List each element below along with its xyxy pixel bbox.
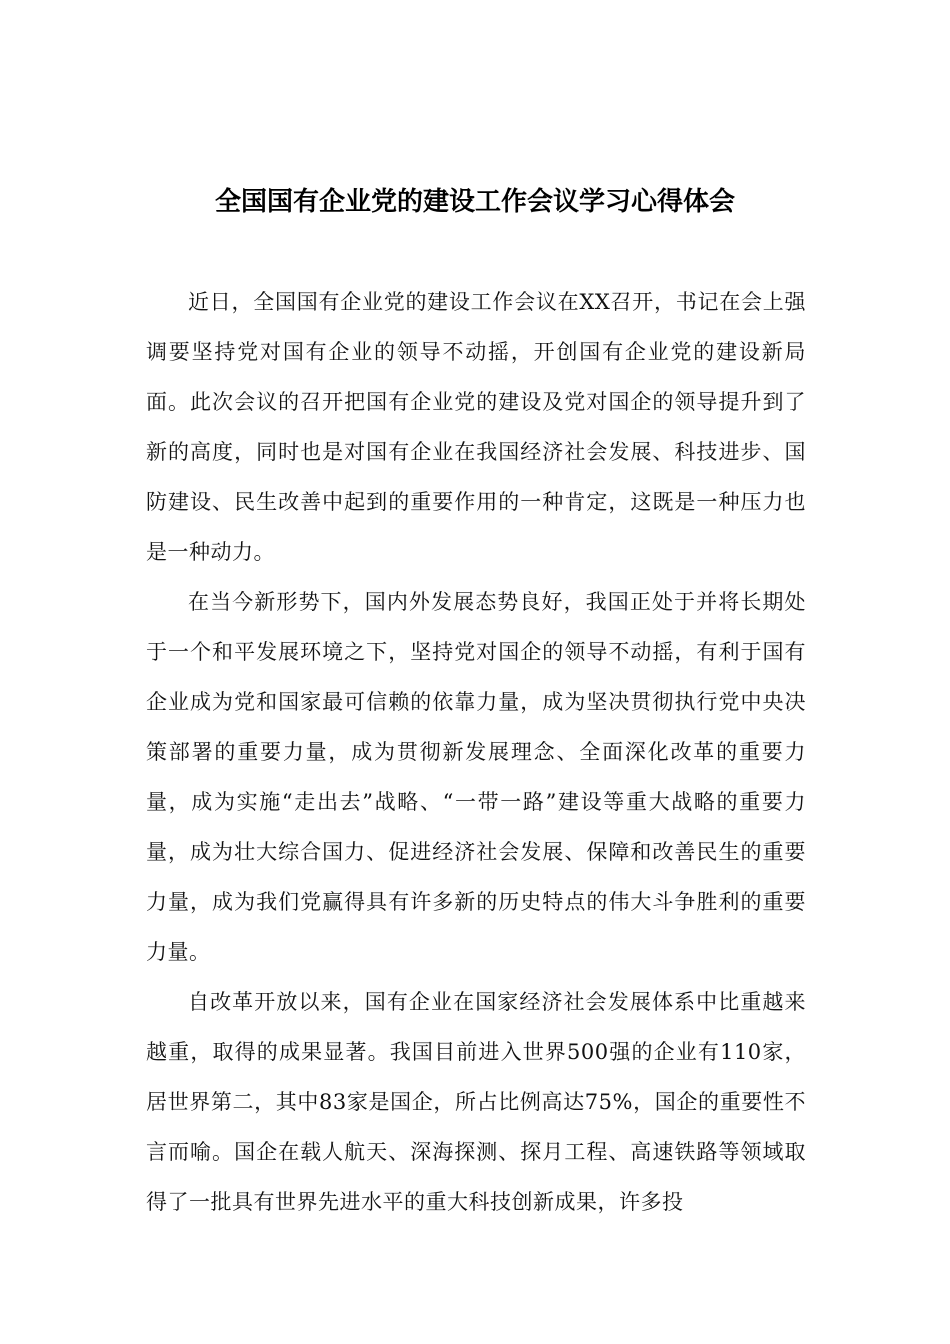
paragraph-3: 自改革开放以来，国有企业在国家经济社会发展体系中比重越来越重，取得的成果显著。我国目前进入世界500强的企业有110家，居世界第二，其中83家是国企，所占比例高达75%，国企的重要性不言而喻。国企在载人航天、深海探测、探月工程、高速铁路等领域取得了一批具有世界先进水平的重大科技创新成果，许多投 xyxy=(146,990,806,1214)
paragraph-2: 在当今新形势下，国内外发展态势良好，我国正处于并将长期处于一个和平发展环境之下，坚持党对国企的领导不动摇，有利于国有企业成为党和国家最可信赖的依靠力量，成为坚决贯彻执行党中央决策部署的重要力量，成为贯彻新发展理念、全面深化改革的重要力量，成为实施“走出去”战略、“一带一路”建设等重大战略的重要力量，成为壮大综合国力、促进经济社会发展、保障和改善民生的重要力量，成为我们党赢得具有许多新的历史特点的伟大斗争胜利的重要力量。 xyxy=(146,590,806,964)
paragraph-1: 近日，全国国有企业党的建设工作会议在XX召开，书记在会上强调要坚持党对国有企业的领导不动摇，开创国有企业党的建设新局面。此次会议的召开把国有企业党的建设及党对国企的领导提升到了新的高度，同时也是对国有企业在我国经济社会发展、科技进步、国防建设、民生改善中起到的重要作用的一种肯定，这既是一种压力也是一种动力。 xyxy=(146,290,806,564)
document-body xyxy=(146,277,806,1227)
document-title: 全国国有企业党的建设工作会议学习心得体会 xyxy=(214,187,735,217)
